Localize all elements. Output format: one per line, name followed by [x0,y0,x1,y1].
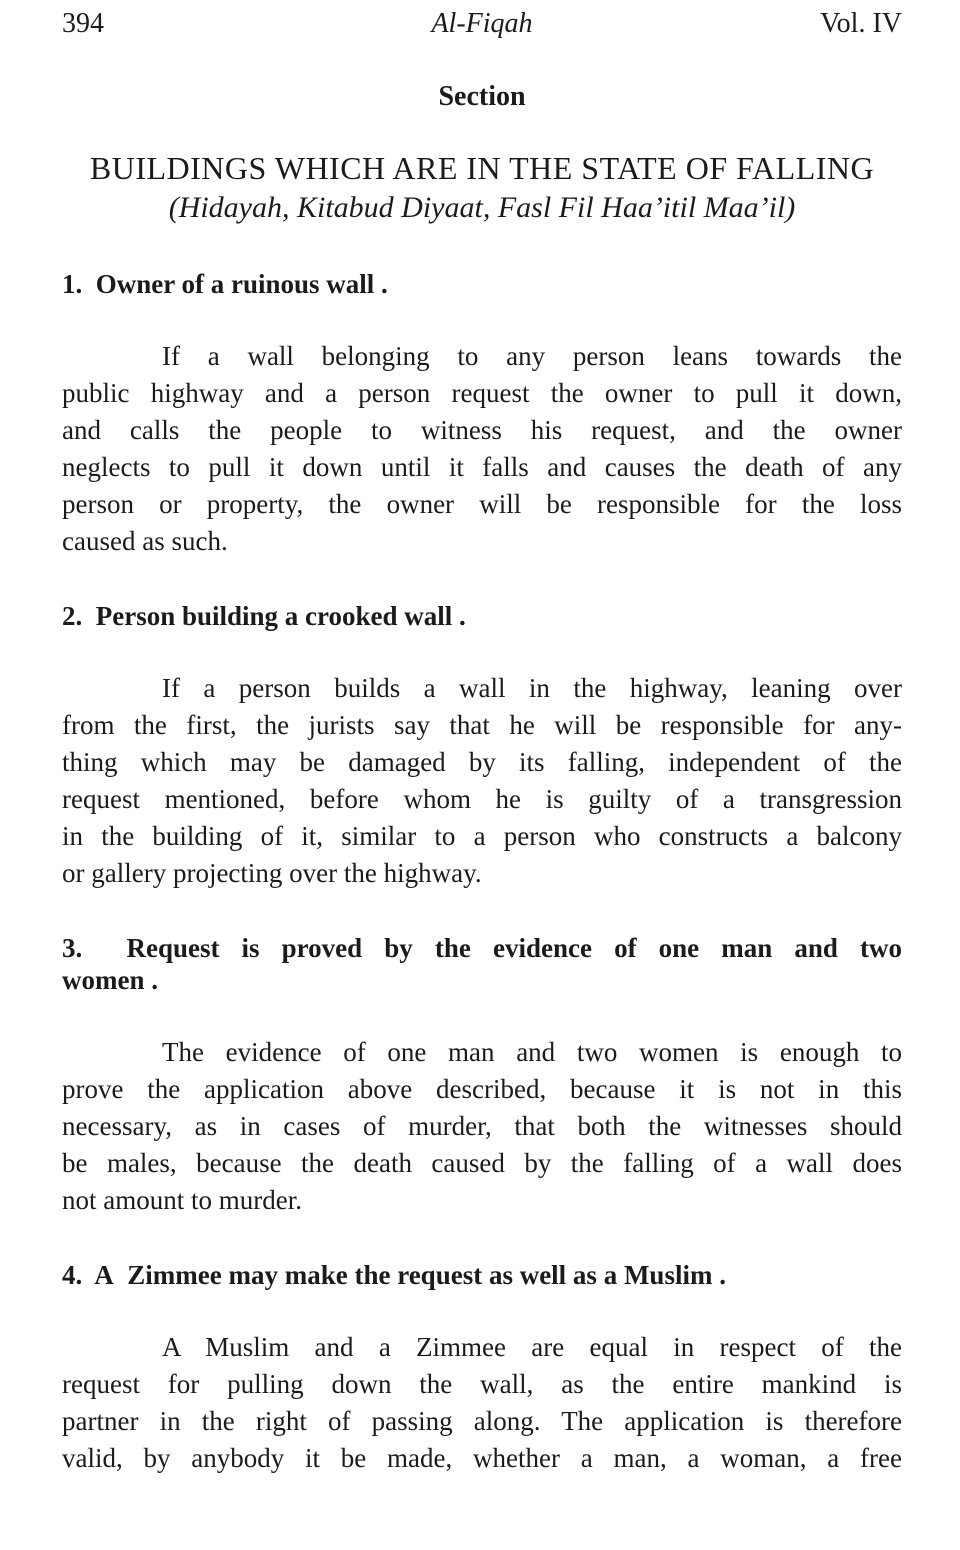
body-line: not amount to murder. [62,1185,302,1215]
section-heading-line: 2. Person building a crooked wall . [62,601,466,631]
section-heading-line: 3. Request is proved by the evidence of one man and two [62,933,902,963]
section-paragraph [62,1034,902,1219]
section-paragraph [62,338,902,560]
section-heading [62,932,902,996]
section-heading-line: 4. A Zimmee may make the request as well as a Muslim . [62,1260,726,1290]
body-line: valid, by anybody it be made, whether a man, a woman, a free [62,1443,902,1473]
section-heading [62,268,902,300]
body-line: If a wall belonging to any person leans towards the [162,341,902,371]
page-header [62,8,902,40]
body-line: caused as such. [62,526,228,556]
section-heading-line: 1. Owner of a ruinous wall . [62,269,388,299]
book-title: Al-Fiqah [431,8,533,39]
section-paragraph [62,1329,902,1477]
section-heading [62,600,902,632]
body-line: public highway and a person request the owner to pull it down, [62,378,902,408]
sections [62,268,902,1477]
page-number: 394 [62,8,104,39]
body-line: The evidence of one man and two women is enough to [162,1037,902,1067]
volume-label: Vol. IV [820,8,902,39]
body-line: in the building of it, similar to a person who constructs a balcony [62,821,902,851]
section-heading-line: women . [62,965,158,995]
section-label: Section [438,81,526,112]
body-line: neglects to pull it down until it falls and causes the death of any [62,452,902,482]
chapter-subtitle: (Hidayah, Kitabud Diyaat, Fasl Fil Haa’itil Maa’il) [168,191,796,224]
section-paragraph [62,670,902,892]
body-line: prove the application above described, because it is not in this [62,1074,902,1104]
body-line: from the first, the jurists say that he will be responsible for any- [62,710,902,740]
body-line: thing which may be damaged by its falling, independent of the [62,747,902,777]
body-line: or gallery projecting over the highway. [62,858,482,888]
body-line: request mentioned, before whom he is guilty of a transgression [62,784,902,814]
body-line: partner in the right of passing along. The application is therefore [62,1406,902,1436]
body-line: necessary, as in cases of murder, that both the witnesses should [62,1111,902,1141]
body-line: person or property, the owner will be responsible for the loss [62,489,902,519]
body-line: If a person builds a wall in the highway, leaning over [162,673,902,703]
body-line: be males, because the death caused by the falling of a wall does [62,1148,902,1178]
section-heading [62,1259,902,1291]
chapter-title: BUILDINGS WHICH ARE IN THE STATE OF FALLING [89,150,875,186]
body-line: A Muslim and a Zimmee are equal in respect of the [162,1332,902,1362]
body-line: request for pulling down the wall, as the entire mankind is [62,1369,902,1399]
body-line: and calls the people to witness his request, and the owner [62,415,902,445]
